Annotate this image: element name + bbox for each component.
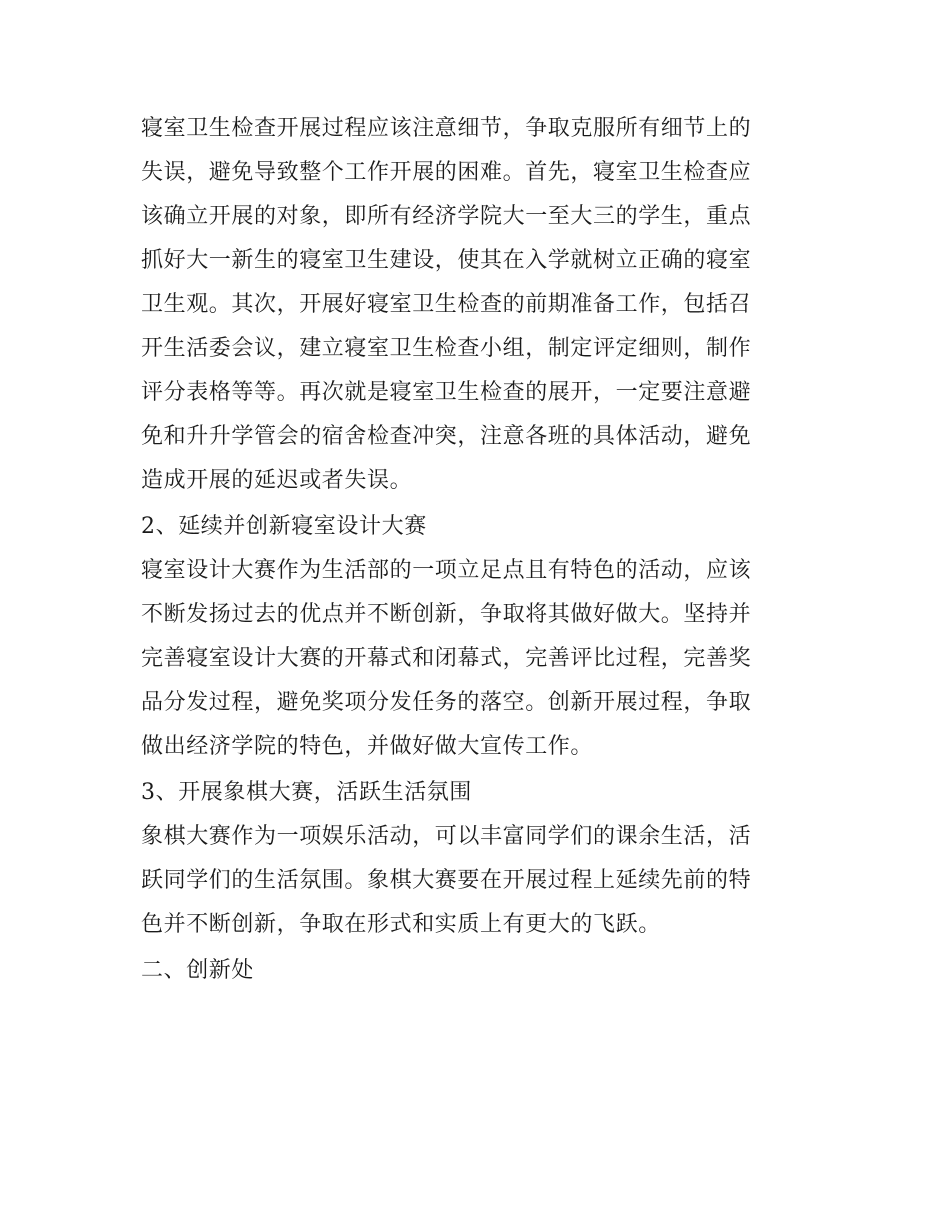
text-line: 象棋大赛作为一项娱乐活动，可以丰富同学们的课余生活，活 bbox=[141, 824, 752, 849]
text-line: 开生活委会议，建立寝室卫生检查小组，制定评定细则，制作 bbox=[141, 336, 752, 361]
text-line: 不断发扬过去的优点并不断创新，争取将其做好做大。坚持并 bbox=[141, 602, 752, 627]
paragraph-dorm-hygiene bbox=[141, 107, 813, 503]
text-line: 失误，避免导致整个工作开展的困难。首先，寝室卫生检查应 bbox=[141, 160, 752, 185]
text-line: 该确立开展的对象，即所有经济学院大一至大三的学生，重点 bbox=[141, 204, 752, 229]
text-line: 抓好大一新生的寝室卫生建设，使其在入学就树立正确的寝室 bbox=[141, 248, 752, 273]
text-line: 卫生观。其次，开展好寝室卫生检查的前期准备工作，包括召 bbox=[141, 292, 752, 317]
text-line: 免和升升学管会的宿舍检查冲突，注意各班的具体活动，避免 bbox=[141, 424, 752, 449]
text-line: 做出经济学院的特色，并做好做大宣传工作。 bbox=[141, 734, 594, 759]
section-heading-dorm-design: 2、延续并创新寝室设计大赛 bbox=[141, 514, 427, 539]
text-line: 品分发过程，避免奖项分发任务的落空。创新开展过程，争取 bbox=[141, 690, 752, 715]
text-line: 寝室卫生检查开展过程应该注意细节，争取克服所有细节上的 bbox=[141, 116, 752, 141]
section-heading-chess: 3、开展象棋大赛，活跃生活氛围 bbox=[141, 780, 472, 805]
text-line: 色并不断创新，争取在形式和实质上有更大的飞跃。 bbox=[141, 912, 661, 937]
text-line: 跃同学们的生活氛围。象棋大赛要在开展过程上延续先前的特 bbox=[141, 868, 752, 893]
text-line: 寝室设计大赛作为生活部的一项立足点且有特色的活动，应该 bbox=[141, 558, 752, 583]
section-heading-innovation: 二、创新处 bbox=[141, 958, 255, 983]
document-body bbox=[141, 107, 813, 993]
text-line: 造成开展的延迟或者失误。 bbox=[141, 468, 413, 493]
paragraph-dorm-design bbox=[141, 549, 813, 769]
text-line: 评分表格等等。再次就是寝室卫生检查的展开，一定要注意避 bbox=[141, 380, 752, 405]
text-line: 完善寝室设计大赛的开幕式和闭幕式，完善评比过程，完善奖 bbox=[141, 646, 752, 671]
paragraph-chess bbox=[141, 815, 813, 947]
